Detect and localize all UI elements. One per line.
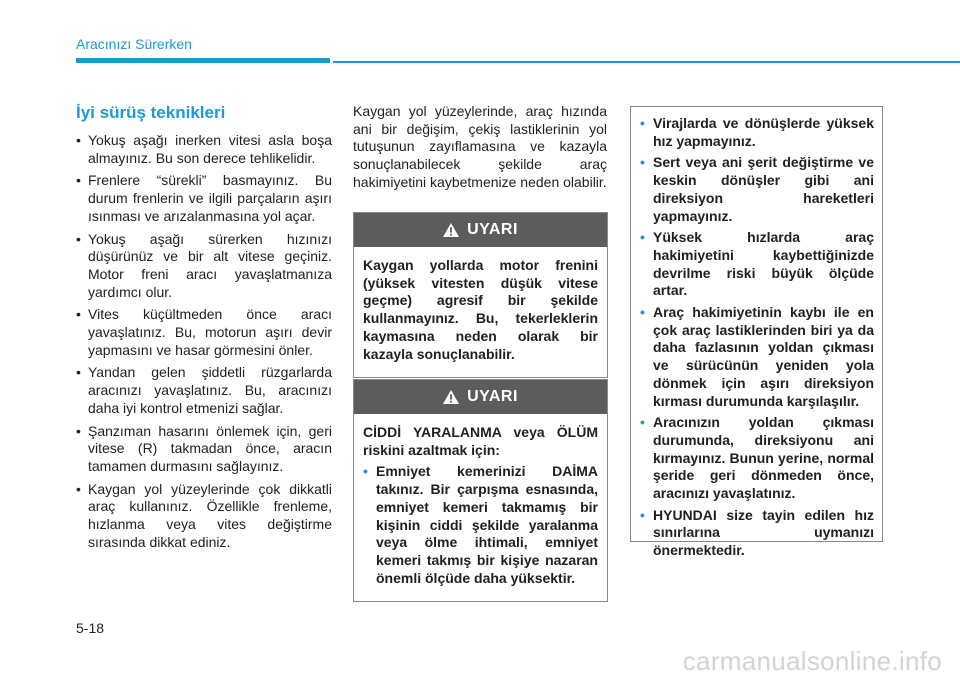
list-item: [76, 132, 332, 167]
list-item-text: Emniyet kemerinizi DAİMA takınız. Bir çarpışma esnasında, emniyet kemeri takmamış bir kişinin ciddi şekilde yaralanma veya ölme ihtimali, emniyet kemeri takmış bir kişiye nazaran önemli ölçüde daha yüksektir.: [376, 463, 598, 586]
list-item-text: Vites küçültmeden önce aracı yavaşlatınız. Bu, motorun aşırı devir yapmasını ve hasar görmesini önler.: [88, 306, 332, 358]
list-item: [363, 463, 598, 587]
driving-tips-list: [76, 132, 332, 551]
list-item-text: Yokuş aşağı sürerken hızınızı düşürünüz ve bir alt vitese geçiniz. Motor freni aracı yavaşlatmanıza yardımcı olur.: [88, 230, 332, 300]
list-item: [76, 364, 332, 417]
list-item: [640, 414, 874, 503]
warning-intro: CİDDİ YARALANMA veya ÖLÜM riskini azaltmak için:: [363, 424, 598, 458]
list-item: [76, 306, 332, 359]
list-item: [76, 481, 332, 552]
bullet-icon: •: [76, 132, 81, 148]
bullet-icon: •: [363, 463, 368, 480]
warning-header: [354, 380, 607, 414]
list-item-text: Aracınızın yoldan çıkması durumunda, direksiyonu ani kırmayınız. Bunun yerine, normal şeride geri dönmeden önce, aracınızı yavaşlatınız.: [653, 414, 874, 502]
bullet-icon: •: [76, 306, 81, 323]
warning-body: [354, 414, 607, 601]
list-item-text: Frenlere “sürekli” basmayınız. Bu durum frenlerin ve ilgili parçaların aşırı ısınması ve arızalanmasına yol açar.: [88, 172, 332, 224]
bullet-icon: •: [640, 304, 645, 321]
warning-header: [354, 213, 607, 247]
column-2: [353, 103, 607, 192]
warning-label: UYARI: [467, 388, 518, 405]
bullet-icon: •: [76, 364, 81, 381]
list-item-text: Yandan gelen şiddetli rüzgarlarda aracınızı yavaşlatınız. Bu, aracınızı daha iyi kontrol etmenizi sağlar.: [88, 364, 332, 416]
list-item-text: HYUNDAI size tayin edilen hız sınırlarına uymanızı önermektedir.: [653, 506, 874, 559]
bullet-icon: •: [640, 506, 645, 523]
column-1: [76, 103, 332, 556]
watermark: carmanualsonline.info: [682, 646, 942, 676]
slippery-road-intro: Kaygan yol yüzeylerinde, araç hızında ani bir değişim, çekiş lastiklerinin yol tutuşunun zayıflamasına ve kazayla sonuçlanabilecek şekilde araç hakimiyetini kaybetmenize neden olabilir.: [353, 103, 607, 190]
chapter-title: Aracınızı Sürerken: [76, 36, 192, 52]
list-item-text: Yokuş aşağı inerken vitesi asla boşa almayınız. Bu son derece tehlikelidir.: [88, 132, 332, 166]
list-item-text: Şanzıman hasarını önlemek için, geri vitese (R) takmadan önce, aracın tamamen durmasını sağlayınız.: [88, 422, 332, 474]
list-item: [640, 115, 874, 150]
bullet-icon: •: [76, 230, 81, 247]
bullet-icon: •: [76, 172, 81, 189]
list-item: [640, 154, 874, 225]
list-item: [76, 231, 332, 302]
warning-list: [363, 463, 598, 587]
list-item: [76, 423, 332, 476]
list-item: [640, 304, 874, 410]
bullet-icon: •: [640, 229, 645, 246]
header-rule-thick: [76, 58, 330, 63]
list-item: [640, 229, 874, 300]
warning-body: [354, 247, 607, 377]
bullet-icon: •: [640, 154, 645, 171]
bullet-icon: •: [640, 414, 645, 431]
warning-box-seatbelt: [353, 379, 608, 602]
list-item: [640, 507, 874, 560]
list-item-text: Kaygan yol yüzeylerinde çok dikkatli araç kullanınız. Özellikle frenleme, hızlanma veya vites değiştirme sırasında dikkat ediniz.: [88, 480, 332, 550]
list-item: [76, 172, 332, 225]
warning-box-engine-brake: [353, 212, 608, 378]
list-item-text: Sert veya ani şerit değiştirme ve keskin dönüşler gibi ani direksiyon hareketleri yapmayınız.: [653, 154, 874, 224]
bullet-icon: •: [76, 480, 81, 497]
header-rule-thin: [333, 61, 960, 63]
section-title: İyi sürüş teknikleri: [76, 103, 226, 122]
warning-box-rollover: [630, 106, 883, 559]
list-item-text: Araç hakimiyetinin kaybı ile en çok araç lastiklerinden biri ya da daha fazlasının yoldan çıkması ve sürücünün yeniden yola dönmek için aşırı direksiyon kırması durumunda karşılaşılır.: [653, 304, 874, 409]
warning-triangle-icon: [443, 390, 459, 404]
bullet-icon: •: [640, 115, 645, 131]
rollover-list: [640, 115, 874, 560]
bullet-icon: •: [76, 422, 81, 439]
page-number: 5-18: [76, 620, 105, 636]
list-item-text: Virajlarda ve dönüşlerde yüksek hız yapmayınız.: [653, 115, 874, 149]
warning-text: Kaygan yollarda motor frenini (yüksek vitesten düşük vitese geçme) agresif bir şekilde kullanmayınız. Bu, tekerleklerin kaymasına neden olarak bir kazayla sonuçlanabilir.: [363, 257, 598, 362]
warning-label: UYARI: [467, 221, 518, 238]
list-item-text: Yüksek hızlarda araç hakimiyetini kaybettiğinizde devrilme riski büyük ölçüde artar.: [653, 229, 874, 299]
warning-triangle-icon: [443, 223, 459, 237]
